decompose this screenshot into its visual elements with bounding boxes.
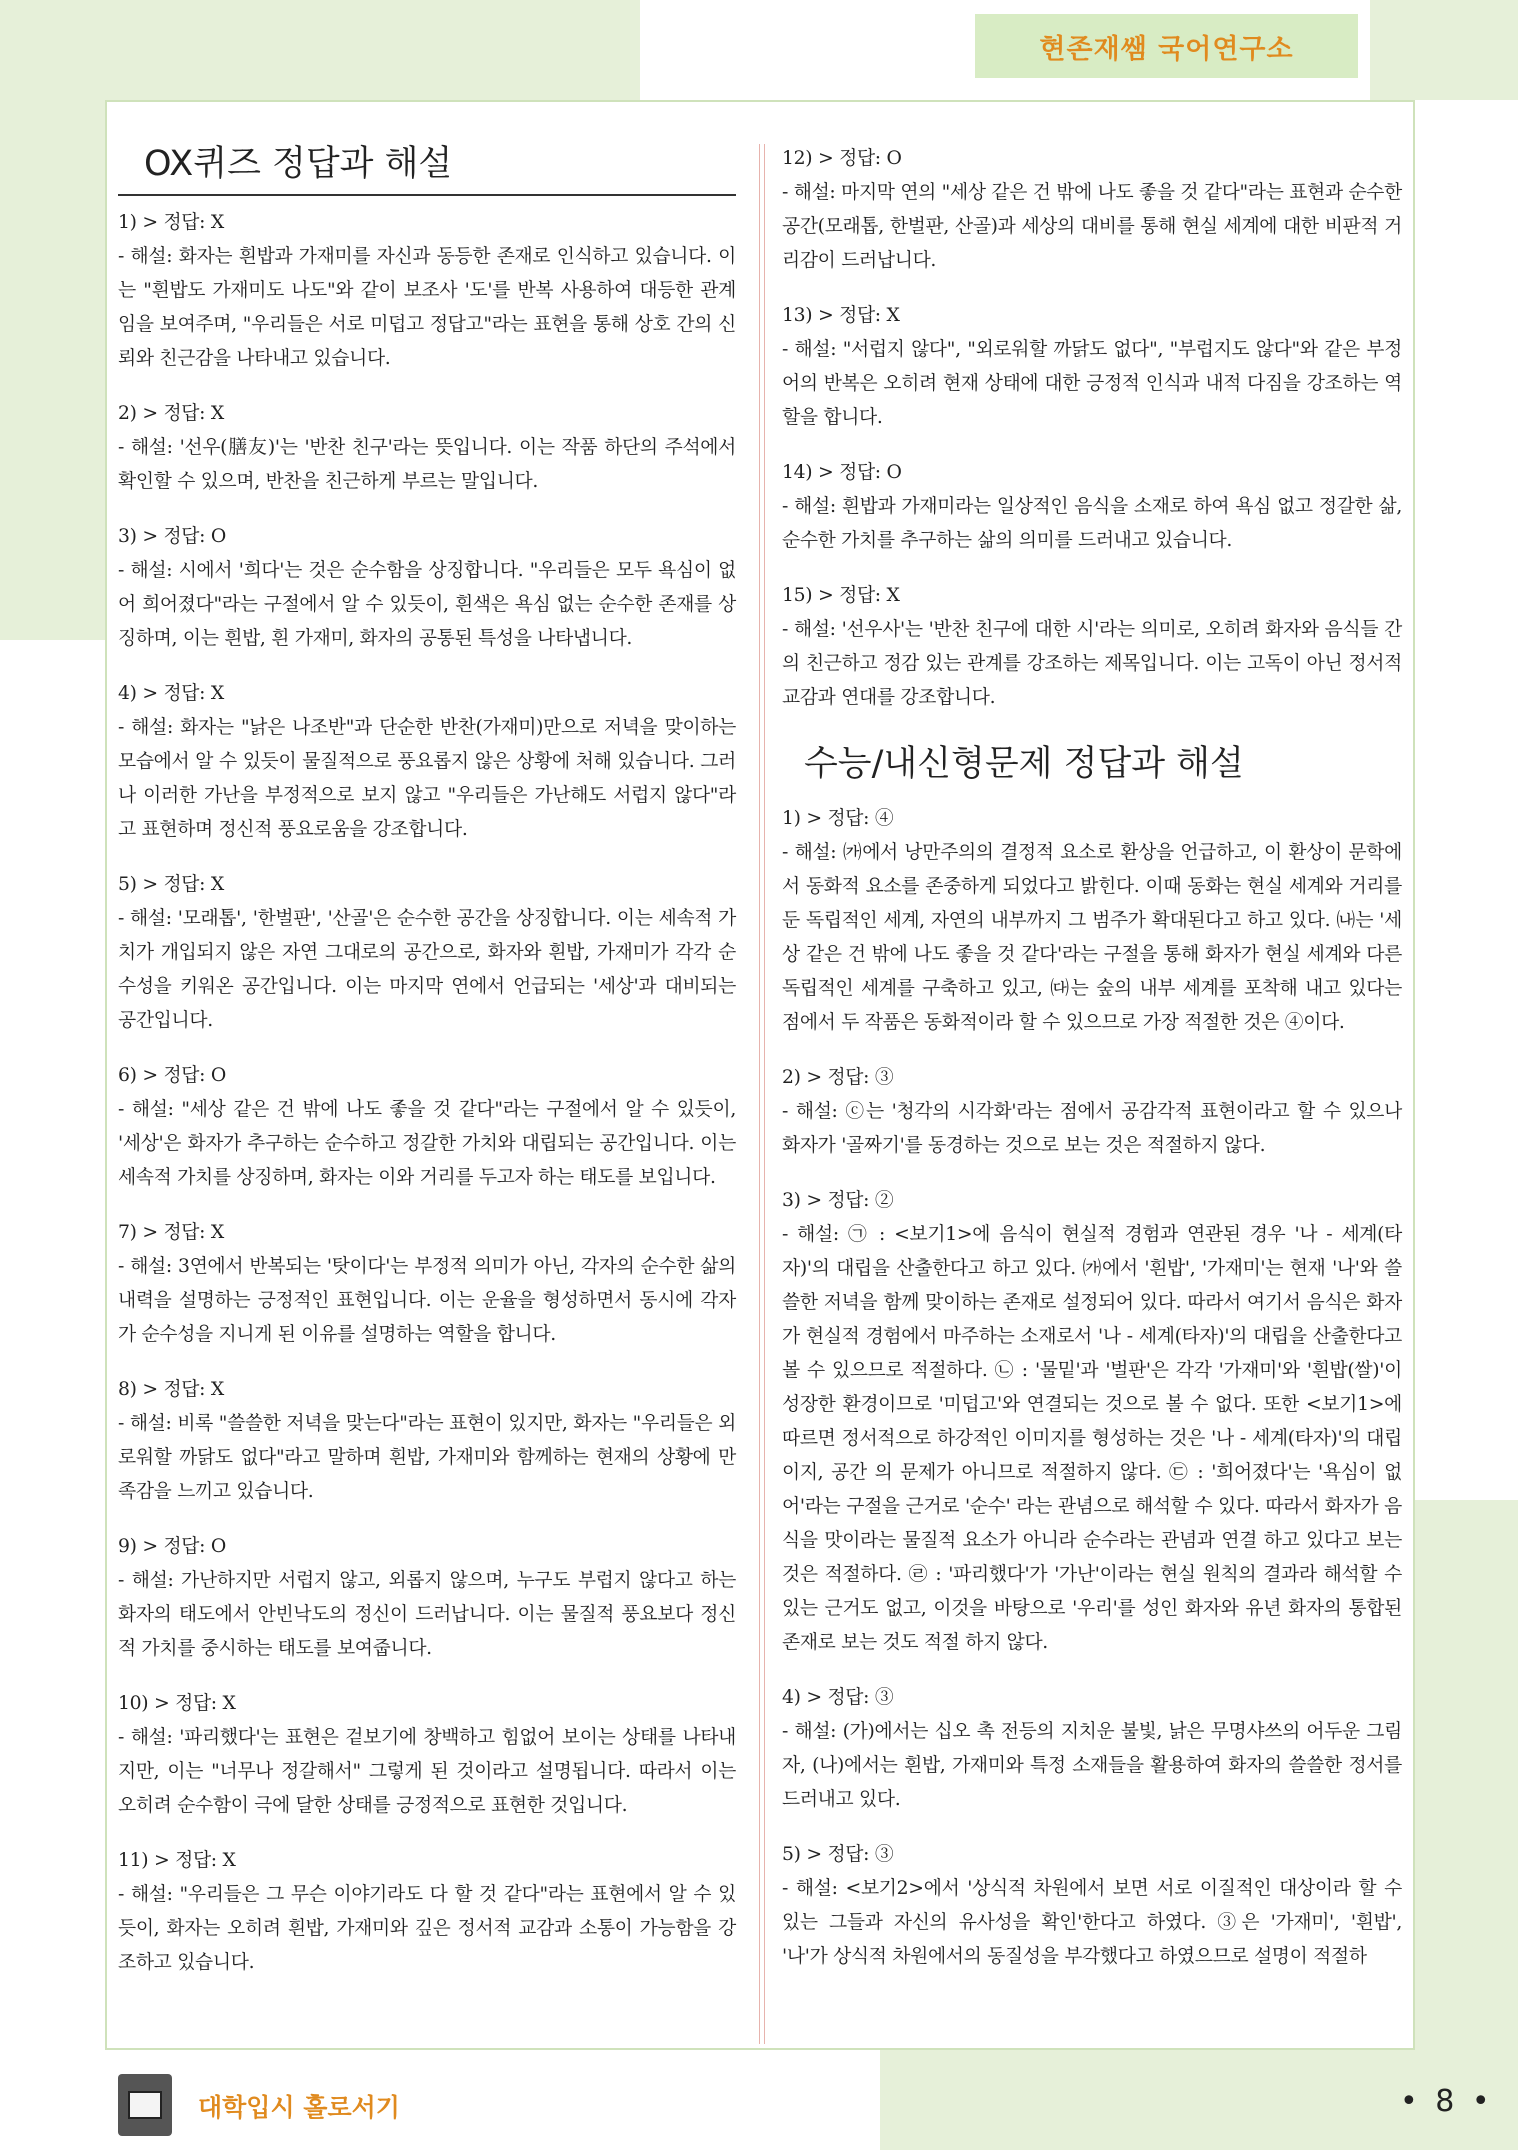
answer-line: 5) > 정답: X	[118, 874, 224, 895]
right-column	[782, 142, 1402, 1995]
answer-item	[118, 868, 736, 1038]
explanation-text: - 해설: '모래톱', '한벌판', '산골'은 순수한 공간을 상징합니다. 이는 세속적 가치가 개입되지 않은 자연 그대로의 공간으로, 화자와 흰밥, 가재미가 각각 순수성을 키워온 공간입니다. 이는 마지막 연에서 언급되는 '세상'과 대비되는 공간입니다.	[118, 908, 736, 1031]
explanation-text: - 해설: <보기2>에서 '상식적 차원에서 보면 서로 이질적인 대상이라 할 수 있는 그들과 자신의 유사성을 확인'한다고 하였다. ③은 '가재미', '흰밥', '나'가 상식적 차원에서의 동질성을 부각했다고 하였으므로 설명이 적절하	[782, 1878, 1402, 1967]
explanation-text: - 해설: 흰밥과 가재미라는 일상적인 음식을 소재로 하여 욕심 없고 정갈한 삶, 순수한 가치를 추구하는 삶의 의미를 드러내고 있습니다.	[782, 496, 1402, 551]
answer-item	[782, 1184, 1402, 1660]
answer-line: 1) > 정답: X	[118, 212, 224, 233]
answer-line: 8) > 정답: X	[118, 1379, 224, 1400]
explanation-text: - 해설: 마지막 연의 "세상 같은 건 밖에 나도 좋을 것 같다"라는 표현과 순수한 공간(모래톱, 한벌판, 산골)과 세상의 대비를 통해 현실 세계에 대한 비판적 거리감이 드러납니다.	[782, 182, 1402, 271]
answer-item	[782, 456, 1402, 558]
answer-item	[782, 1838, 1402, 1974]
answer-item	[118, 397, 736, 499]
explanation-text: - 해설: ㉠ : <보기1>에 음식이 현실적 경험과 연관된 경우 '나 - 세계(타자)'의 대립을 산출한다고 하고 있다. ㈎에서 '흰밥', '가재미'는 현재 '나'와 쓸쓸한 저녁을 함께 맞이하는 존재로 설정되어 있다. 따라서 여기서 음식은 화자가 현실적 경험에서 마주하는 소재로서 '나 - 세계(타자)'의 대립을 산출한다고 볼 수 있으므로 적절하다. ㉡ : '물밑'과 '벌판'은 각각 '가재미'와 '흰밥(쌀)'이 성장한 환경이므로 '미덥고'와 연결되는 것으로 볼 수 없다. 또한 <보기1>에 따르면 정서적으로 하강적인 이미지를 형성하는 것은 '나 - 세계(타자)'의 대립이지, 공간 의 문제가 아니므로 적절하지 않다. ㉢ : '희어졌다'는 '욕심이 없어'라는 구절을 근거로 '순수' 라는 관념으로 해석할 수 있다. 따라서 화자가 음식을 맛이라는 물질적 요소가 아니라 순수라는 관념과 연결 하고 있다고 보는 것은 적절하다. ㉣ : '파리했다'가 '가난'이라는 현실 원칙의 결과라 해석할 수 있는 근거도 없고, 이것을 바탕으로 '우리'를 성인 화자와 유년 화자의 통합된 존재로 보는 것도 적절 하지 않다.	[782, 1224, 1402, 1653]
explanation-text: - 해설: "서럽지 않다", "외로워할 까닭도 없다", "부럽지도 않다"와 같은 부정어의 반복은 오히려 현재 상태에 대한 긍정적 인식과 내적 다짐을 강조하는 역할을 합니다.	[782, 339, 1402, 428]
footer-label: 대학입시 홀로서기	[198, 2093, 400, 2122]
answer-line: 10) > 정답: X	[118, 1693, 236, 1714]
explanation-text: - 해설: ⓒ는 '청각의 시각화'라는 점에서 공감각적 표현이라고 할 수 있으나 화자가 '골짜기'를 동경하는 것으로 보는 것은 적절하지 않다.	[782, 1101, 1402, 1156]
left-column	[118, 136, 736, 2001]
answer-line: 12) > 정답: O	[782, 148, 902, 169]
ox-answer-list-continued	[782, 142, 1402, 715]
explanation-text: - 해설: 시에서 '희다'는 것은 순수함을 상징합니다. "우리들은 모두 욕심이 없어 희어졌다"라는 구절에서 알 수 있듯이, 흰색은 욕심 없는 순수한 존재를 상징하며, 이는 흰밥, 흰 가재미, 화자의 공통된 특성을 나타냅니다.	[118, 560, 736, 649]
exam-answer-list	[782, 802, 1402, 1974]
bg-block-top-right	[1370, 0, 1518, 100]
column-divider	[759, 144, 765, 2044]
book-logo-icon	[118, 2074, 172, 2136]
answer-item	[782, 579, 1402, 715]
explanation-text: - 해설: 비록 "쓸쓸한 저녁을 맞는다"라는 표현이 있지만, 화자는 "우리들은 외로워할 까닭도 없다"라고 말하며 흰밥, 가재미와 함께하는 현재의 상황에 만족감을 느끼고 있습니다.	[118, 1413, 736, 1502]
ox-answer-list	[118, 206, 736, 1980]
answer-line: 11) > 정답: X	[118, 1850, 236, 1871]
answer-line: 5) > 정답: ③	[782, 1844, 894, 1865]
answer-line: 4) > 정답: X	[118, 683, 224, 704]
brand-header: 현존재쌤 국어연구소	[975, 14, 1358, 78]
answer-line: 9) > 정답: O	[118, 1536, 226, 1557]
explanation-text: - 해설: "세상 같은 건 밖에 나도 좋을 것 같다"라는 구절에서 알 수 있듯이, '세상'은 화자가 추구하는 순수하고 정갈한 가치와 대립되는 공간입니다. 이는 세속적 가치를 상징하며, 화자는 이와 거리를 두고자 하는 태도를 보입니다.	[118, 1099, 736, 1188]
answer-line: 3) > 정답: O	[118, 526, 226, 547]
explanation-text: - 해설: (가)에서는 십오 촉 전등의 지치운 불빛, 낡은 무명샤쓰의 어두운 그림자, (나)에서는 흰밥, 가재미와 특정 소재들을 활용하여 화자의 쓸쓸한 정서를 드러내고 있다.	[782, 1721, 1402, 1810]
answer-item	[118, 677, 736, 847]
answer-line: 7) > 정답: X	[118, 1222, 224, 1243]
answer-item	[782, 802, 1402, 1040]
answer-line: 2) > 정답: ③	[782, 1067, 894, 1088]
answer-line: 4) > 정답: ③	[782, 1687, 894, 1708]
answer-item	[118, 520, 736, 656]
answer-item	[782, 1681, 1402, 1817]
answer-item	[118, 1687, 736, 1823]
answer-line: 2) > 정답: X	[118, 403, 224, 424]
explanation-text: - 해설: 화자는 흰밥과 가재미를 자신과 동등한 존재로 인식하고 있습니다. 이는 "흰밥도 가재미도 나도"와 같이 보조사 '도'를 반복 사용하여 대등한 관계임을 보여주며, "우리들은 서로 미덥고 정답고"라는 표현을 통해 상호 간의 신뢰와 친근감을 나타내고 있습니다.	[118, 246, 736, 369]
answer-line: 15) > 정답: X	[782, 585, 900, 606]
answer-item	[118, 1373, 736, 1509]
answer-item	[782, 142, 1402, 278]
exam-problems-title: 수능/내신형문제 정답과 해설	[804, 744, 1244, 784]
answer-line: 13) > 정답: X	[782, 305, 900, 326]
answer-item	[118, 1216, 736, 1352]
answer-item	[118, 1059, 736, 1195]
answer-line: 6) > 정답: O	[118, 1065, 226, 1086]
ox-quiz-title: OX퀴즈 정답과 해설	[118, 136, 736, 196]
explanation-text: - 해설: '파리했다'는 표현은 겉보기에 창백하고 힘없어 보이는 상태를 나타내지만, 이는 "너무나 정갈해서" 그렇게 된 것이라고 설명됩니다. 따라서 이는 오히려 순수함이 극에 달한 상태를 긍정적으로 표현한 것입니다.	[118, 1727, 736, 1816]
explanation-text: - 해설: 화자는 "낡은 나조반"과 단순한 반찬(가재미)만으로 저녁을 맞이하는 모습에서 알 수 있듯이 물질적으로 풍요롭지 않은 상황에 처해 있습니다. 그러나 이러한 가난을 부정적으로 보지 않고 "우리들은 가난해도 서럽지 않다"라고 표현하며 정신적 풍요로움을 강조합니다.	[118, 717, 736, 840]
page-number: • 8 •	[1400, 2084, 1494, 2119]
answer-item	[782, 299, 1402, 435]
answer-item	[782, 1061, 1402, 1163]
explanation-text: - 해설: '선우사'는 '반찬 친구에 대한 시'라는 의미로, 오히려 화자와 음식들 간의 친근하고 정감 있는 관계를 강조하는 제목입니다. 이는 고독이 아닌 정서적 교감과 연대를 강조합니다.	[782, 619, 1402, 708]
explanation-text: - 해설: '선우(膳友)'는 '반찬 친구'라는 뜻입니다. 이는 작품 하단의 주석에서 확인할 수 있으며, 반찬을 친근하게 부르는 말입니다.	[118, 437, 736, 492]
explanation-text: - 해설: "우리들은 그 무슨 이야기라도 다 할 것 같다"라는 표현에서 알 수 있듯이, 화자는 오히려 흰밥, 가재미와 깊은 정서적 교감과 소통이 가능함을 강조하고 있습니다.	[118, 1884, 736, 1973]
explanation-text: - 해설: ㈎에서 낭만주의의 결정적 요소로 환상을 언급하고, 이 환상이 문학에서 동화적 요소를 존중하게 되었다고 밝힌다. 이때 동화는 현실 세계와 거리를 둔 독립적인 세계, 자연의 내부까지 그 범주가 확대된다고 하고 있다. ㈏는 '세상 같은 건 밖에 나도 좋을 것 같다'라는 구절을 통해 화자가 현실 세계와 다른 독립적인 세계를 구축하고 있고, ㈐는 숲의 내부 세계를 포착해 내고 있다는 점에서 두 작품은 동화적이라 할 수 있으므로 가장 적절한 것은 ④이다.	[782, 842, 1402, 1033]
answer-line: 1) > 정답: ④	[782, 808, 894, 829]
answer-line: 3) > 정답: ②	[782, 1190, 894, 1211]
bg-block-left-side	[0, 0, 105, 640]
explanation-text: - 해설: 가난하지만 서럽지 않고, 외롭지 않으며, 누구도 부럽지 않다고 하는 화자의 태도에서 안빈낙도의 정신이 드러납니다. 이는 물질적 풍요보다 정신적 가치를 중시하는 태도를 보여줍니다.	[118, 1570, 736, 1659]
answer-item	[118, 206, 736, 376]
answer-item	[118, 1844, 736, 1980]
explanation-text: - 해설: 3연에서 반복되는 '탓이다'는 부정적 의미가 아닌, 각자의 순수한 삶의 내력을 설명하는 긍정적인 표현입니다. 이는 운율을 형성하면서 동시에 각자가 순수성을 지니게 된 이유를 설명하는 역할을 합니다.	[118, 1256, 736, 1345]
answer-line: 14) > 정답: O	[782, 462, 902, 483]
answer-item	[118, 1530, 736, 1666]
